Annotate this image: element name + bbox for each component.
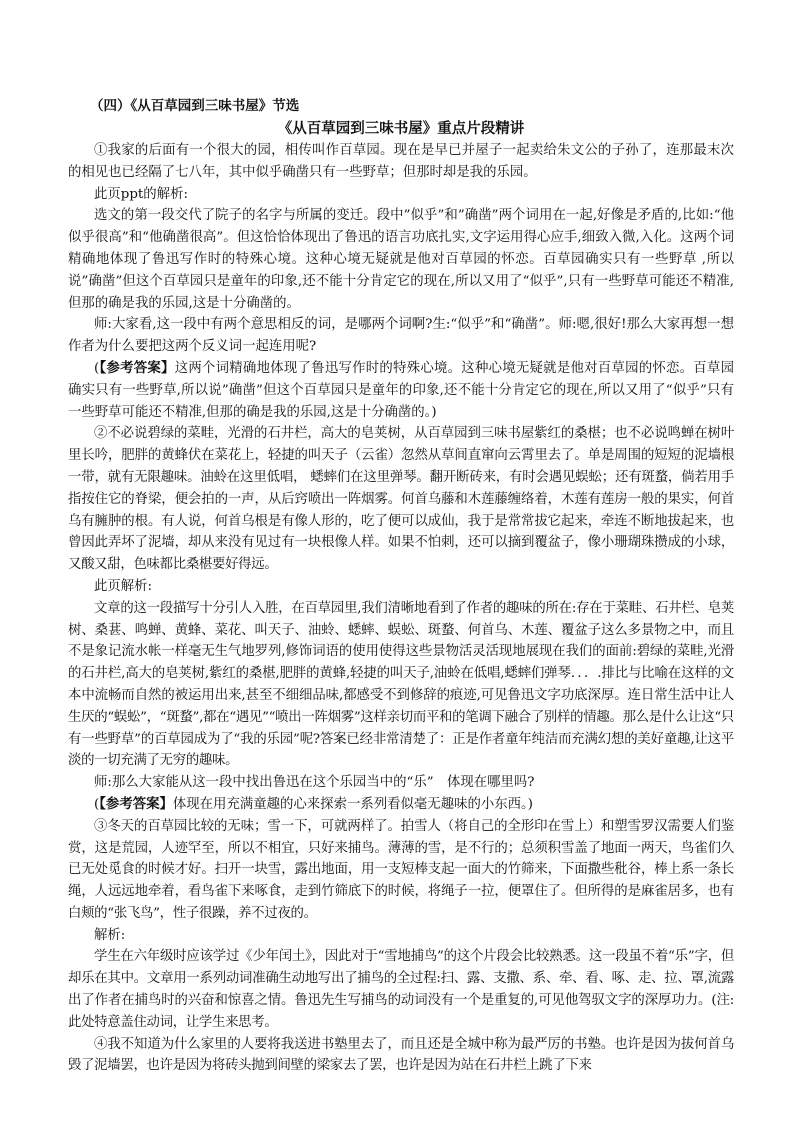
passage-paragraph-2: ②不必说碧绿的菜畦，光滑的石井栏，高大的皂荚树，从百草园到三味书屋紫红的桑椹；也不必说鸣蝉在树叶里长吟，肥胖的黄蜂伏在菜花上，轻捷的叫天子（云雀）忽然从草间直窜向云霄里去了。单是周围的短短的泥墙根一带，就有无限趣味。油蛉在这里低唱， 蟋蟀们在这里弹琴。翻开断砖来，有时会遇见蜈蚣；还有斑蝥，倘若用手指按住它的脊梁，便会拍的一声，从后窍喷出一阵烟雾。何首乌藤和木莲藤缠络着，木莲有莲房一般的果实，何首乌有臃肿的根。有人说，何首乌根是有像人形的，吃了便可以成仙，我于是常常拔它起来，牵连不断地拔起来，也曾因此弄坏了泥墙，却从来没有见过有一块根像人样。如果不怕刺，还可以摘到覆盆子，像小珊瑚珠攒成的小球，又酸又甜，色味都比桑椹要好得远。: [68, 426, 734, 573]
analysis-heading-3: 解析:: [94, 927, 126, 943]
passage-paragraph-3: ③冬天的百草园比较的无味；雪一下，可就两样了。拍雪人（将自己的全形印在雪上）和塑雪罗汉需要人们鉴赏，这是荒园，人迹罕至，所以不相宜，只好来捕鸟。薄薄的雪，是不行的；总须积雪盖了地面一两天，鸟雀们久已无处觅食的时候才好。扫开一块雪，露出地面，用一支短棒支起一面大的竹筛来，下面撒些秕谷，棒上系一条长绳，人远远地牵着，看鸟雀下来啄食，走到竹筛底下的时候，将绳子一拉，便罩住了。但所得的是麻雀居多，也有白颊的“张飞鸟”，性子很躁，养不过夜的。: [68, 818, 734, 921]
passage-paragraph-1: ①我家的后面有一个很大的园，相传叫作百草园。现在是早已并屋子一起卖给朱文公的子孙了，连那最末次的相见也已经隔了七八年，其中似乎确凿只有一些野草；但那时却是我的乐园。: [68, 143, 734, 180]
reference-answer-2: (【参考答案】体现在用充满童趣的心来探索一系列看似毫无趣味的小东西。): [94, 795, 533, 812]
dialogue-paragraph-1: 师:大家看,这一段中有两个意思相反的词，是哪两个词啊?生:“似乎”和“确凿”。师:嗯,很好!那么大家再想一想作者为什么要把这两个反义词一起连用呢?: [68, 317, 734, 355]
analysis-heading-ppt: 此页ppt的解析:: [94, 186, 188, 202]
reference-answer-1: (【参考答案】这两个词精确地体现了鲁迅写作时的特殊心境。这种心境无疑就是他对百草园的怀恋。百草园确实只有一些野草,所以说”确凿”但这个百草园只是童年的印象,还不能十分肯定它的现在,所以又用了“似乎”只有一些野草可能还不精准,但那的确是我的乐园,这是十分确凿的。): [68, 359, 734, 420]
dialogue-paragraph-2: 师:那么大家能从这一段中找出鲁迅在这个乐园当中的“乐” 体现在哪里吗?: [94, 775, 535, 791]
analysis-paragraph-2: 文章的这一段描写十分引人入胜，在百草园里,我们清晰地看到了作者的趣味的所在:存在于菜畦、石井栏、皂荚树、桑葚、鸣蝉、黄蜂、菜花、叫天子、油蛉、蟋蟀、蜈蚣、斑蝥、何首乌、木莲、覆盆子这么多景物之中，而且不是象记流水帐一样毫无生气地罗列,修饰词语的使用使得这些景物活灵活现地展现在我们的面前:碧绿的菜畦,光滑的石井栏,高大的皂荚树,紫红的桑椹,肥胖的黄蜂,轻捷的叫天子,油蛉在低唱,蟋蟀们弹琴．．．.排比与比喻在这样的文本中流畅而自然的被运用出来,甚至不细细品味,都感受不到修辞的痕迹,可见鲁迅文字功底深厚。连日常生活中让人生厌的“蜈蚣”，“斑蝥”,都在“遇见”“喷出一阵烟雾”这样亲切而平和的笔调下融合了别样的情趣。那么是什么让这“只有一些野草”的百草园成为了“我的乐园”呢?答案已经非常清楚了：正是作者童年纯洁而充满幻想的美好童趣,让这平淡的一切充满了无穷的趣味。: [68, 600, 734, 769]
answer-text: 这两个词精确地体现了鲁迅写作时的特殊心境。这种心境无疑就是他对百草园的怀恋。百草园确实只有一些野草,所以说”确凿”但这个百草园只是童年的印象,还不能十分肯定它的现在,所以又用了“似乎”只有一些野草可能还不精准,但那的确是我的乐园,这是十分确凿的。): [68, 360, 734, 420]
analysis-paragraph-1: 选文的第一段交代了院子的名字与所属的变迁。段中”似乎”和”确凿”两个词用在一起,好像是矛盾的,比如:“他似乎很高”和“他确凿很高”。但这恰恰体现出了鲁迅的语言功底扎实,文字运用得心应手,细致入微,入化。这两个词精确地体现了鲁迅写作时的特殊心境。这种心境无疑就是他对百草园的怀恋。百草园确实只有一些野草 ,所以说”确凿”但这个百草园只是童年的印象,还不能十分肯定它的现在,所以又用了“似乎”,只有一些野草可能还不精准,但那的确是我的乐园,这是十分确凿的。: [68, 208, 734, 311]
passage-paragraph-4: ④我不知道为什么家里的人要将我送进书塾里去了，而且还是全城中称为最严厉的书塾。也许是因为拔何首乌毁了泥墙罢，也许是因为将砖头抛到间壁的梁家去了罢，也许是因为站在石井栏上跳了下来: [68, 1036, 734, 1074]
section-title: （四）《从百草园到三味书屋》节选: [90, 98, 300, 114]
answer-text: 体现在用充满童趣的心来探索一系列看似毫无趣味的小东西。): [172, 796, 533, 812]
analysis-paragraph-3: 学生在六年级时应该学过《少年闰土》，因此对于“雪地捕鸟”的这个片段会比较熟悉。这一段虽不着“乐”字，但却乐在其中。文章用一系列动词准确生动地写出了捕鸟的全过程:扫、露、支撒、系、牵、看、啄、走、拉、罩,流露出了作者在捕鸟时的兴奋和惊喜之情。鲁迅先生写捕鸟的动词没有一个是重复的,可见他驾驭文字的深厚功力。(注:此处特意盖住动词，让学生来思考。: [68, 949, 734, 1030]
document-page: [68, 96, 734, 1077]
document-title: 《从百草园到三味书屋》重点片段精讲: [277, 120, 525, 137]
analysis-heading-page: 此页解析:: [94, 578, 153, 594]
answer-label: 【参考答案】: [99, 795, 173, 812]
answer-label: 【参考答案】: [99, 359, 175, 376]
